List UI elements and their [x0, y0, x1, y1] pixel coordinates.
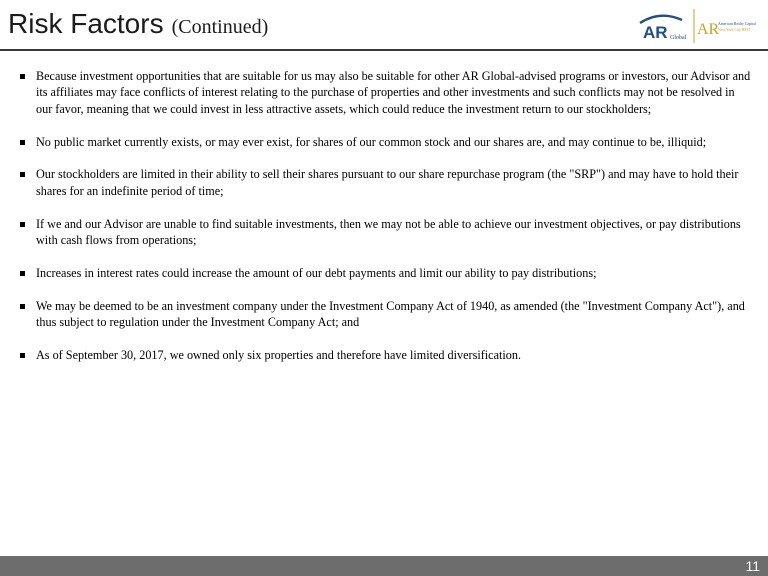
bullet-square-icon	[20, 353, 25, 358]
risk-factor-item	[20, 347, 752, 363]
arc-letters: AR	[697, 21, 720, 38]
ar-global-logo	[640, 16, 687, 42]
risk-factor-item	[20, 68, 752, 117]
risk-factor-item	[20, 216, 752, 249]
ar-global-letters: AR	[643, 23, 668, 42]
page-title	[8, 10, 268, 38]
bullet-square-icon	[20, 74, 25, 79]
risk-factor-item	[20, 134, 752, 150]
slide-header	[0, 0, 768, 50]
page-number: 11	[745, 558, 760, 574]
bullet-square-icon	[20, 140, 25, 145]
arc-line2: New York City REIT	[718, 28, 751, 32]
bullet-square-icon	[20, 304, 25, 309]
risk-factor-item	[20, 298, 752, 331]
risk-factor-text: Our stockholders are limited in their ability to sell their shares pursuant to our share repurchase program (the "SRP") and may have to hold their shares for an indefinite period of time;	[36, 167, 739, 198]
risk-factor-list	[20, 68, 752, 380]
risk-factor-text: If we and our Advisor are unable to find suitable investments, then we may not be able to achieve our investment objectives, or pay distributions with cash flows from operations;	[36, 216, 741, 248]
footer-bar	[0, 556, 768, 576]
title-main: Risk Factors	[8, 8, 164, 39]
bullet-square-icon	[20, 222, 25, 227]
risk-factor-item	[20, 166, 752, 199]
bullet-square-icon	[20, 271, 25, 276]
risk-factor-item	[20, 265, 752, 281]
title-subtitle: (Continued)	[171, 16, 269, 38]
risk-factor-text: As of September 30, 2017, we owned only six properties and therefore have limited diversification.	[36, 347, 522, 362]
risk-factor-text: Because investment opportunities that are suitable for us may also be suitable for other AR Global-advised programs or investors, our Advisor and its affiliates may face conflicts of interest relating to the purchase of properties and other investments and such conflicts may not be resolved in our favor, meaning that we could invest in less attractive assets, which could reduce the investment return to our stockholders;	[36, 69, 751, 116]
ar-global-swoosh	[640, 16, 682, 23]
risk-factor-text: No public market currently exists, or may ever exist, for shares of our common stock and our shares are, and may continue to be, illiquid;	[36, 134, 707, 149]
company-logos	[634, 8, 758, 44]
arc-line1: American Realty Capital	[718, 22, 756, 26]
header-divider	[0, 49, 768, 51]
bullet-square-icon	[20, 172, 25, 177]
risk-factor-text: Increases in interest rates could increase the amount of our debt payments and limit our ability to pay distributions;	[36, 265, 597, 280]
ar-global-sub: Global	[670, 35, 687, 41]
risk-factor-text: We may be deemed to be an investment company under the Investment Company Act of 1940, as amended (the "Investment Company Act"), and thus subject to regulation under the Investment Company Act; and	[36, 298, 745, 330]
arc-nycr-logo	[697, 21, 756, 38]
